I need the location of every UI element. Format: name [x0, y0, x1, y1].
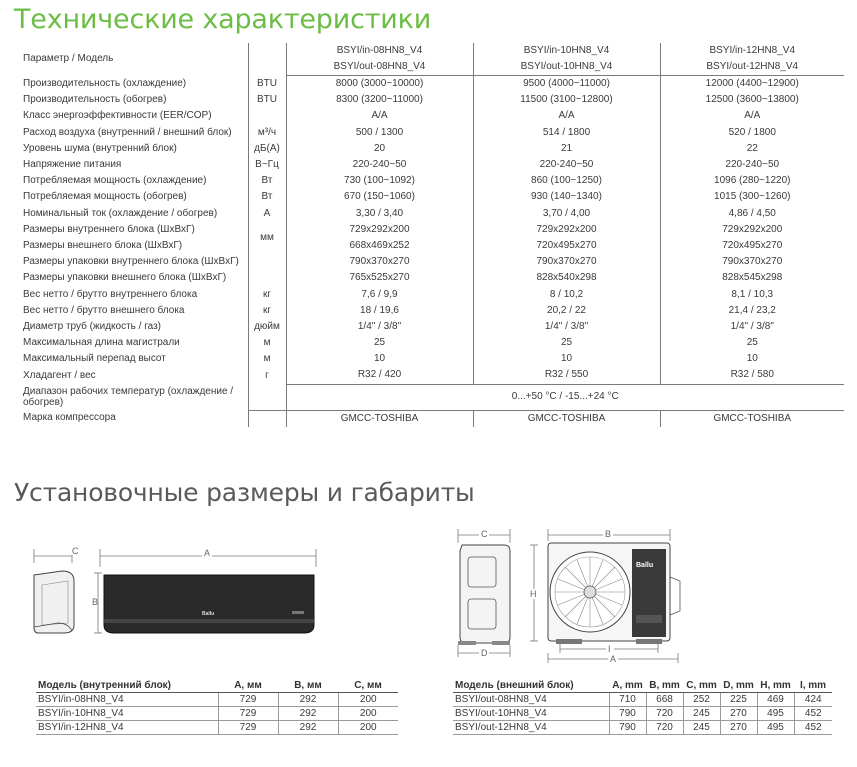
dims-cell: 225 — [720, 693, 757, 707]
spec-value: A/A — [660, 108, 844, 124]
spec-row — [20, 206, 844, 222]
spec-value: 668x469x252 — [286, 238, 473, 254]
spec-param: Размеры внешнего блока (ШхВхГ) — [23, 239, 183, 251]
spec-unit: м — [248, 335, 286, 351]
dims-cell: BSYI/out-10HN8_V4 — [453, 707, 609, 721]
spec-value: 18 / 19,6 — [286, 303, 473, 319]
spec-unit — [248, 108, 286, 124]
spec-row-temp-range — [20, 384, 844, 410]
spec-value: 930 (140~1340) — [473, 189, 660, 205]
spec-value: 828x540x298 — [473, 270, 660, 286]
spec-row — [20, 189, 844, 205]
spec-row — [20, 351, 844, 367]
dims-cell: 270 — [720, 707, 757, 721]
dims-cell: 729 — [218, 721, 278, 735]
spec-value: 1096 (280~1220) — [660, 173, 844, 189]
spec-row — [20, 335, 844, 351]
spec-param: Производительность (охлаждение) — [23, 77, 187, 89]
spec-value: 860 (100~1250) — [473, 173, 660, 189]
dims-cell: 495 — [757, 707, 794, 721]
dims-cell: BSYI/in-12HN8_V4 — [36, 721, 218, 735]
dims-header: C, mm — [683, 679, 720, 693]
dims-header: A, мм — [218, 679, 278, 693]
model-outdoor-3: BSYI/out-12HN8_V4 — [660, 59, 844, 76]
spec-value: R32 / 550 — [473, 367, 660, 384]
dims-cell: 452 — [794, 721, 832, 735]
spec-value: 1/4" / 3/8" — [473, 319, 660, 335]
spec-unit: BTU — [248, 92, 286, 108]
dims-header: C, мм — [338, 679, 398, 693]
spec-value: 7,6 / 9,9 — [286, 286, 473, 302]
dims-cell: 245 — [683, 721, 720, 735]
spec-value: 3,30 / 3,40 — [286, 206, 473, 222]
dims-cell: BSYI/in-10HN8_V4 — [36, 707, 218, 721]
spec-row — [20, 319, 844, 335]
dims-header: A, mm — [609, 679, 646, 693]
dims-cell: 720 — [646, 707, 683, 721]
spec-value: 790x370x270 — [660, 254, 844, 270]
spec-param: Размеры упаковки внешнего блока (ШхВхГ) — [23, 272, 227, 284]
spec-unit — [248, 410, 286, 427]
spec-param: Вес нетто / брутто внешнего блока — [23, 304, 185, 316]
model-indoor-1: BSYI/in-08HN8_V4 — [286, 43, 473, 59]
spec-value: 220-240~50 — [660, 157, 844, 173]
spec-value: 3,70 / 4,00 — [473, 206, 660, 222]
dims-row — [36, 693, 398, 707]
label-c-outdoor: C — [481, 529, 488, 539]
dims-cell: 292 — [278, 721, 338, 735]
dims-row — [453, 707, 832, 721]
spec-value: R32 / 420 — [286, 367, 473, 384]
label-h-outdoor: H — [530, 589, 537, 599]
spec-value: 22 — [660, 141, 844, 157]
spec-row — [20, 367, 844, 384]
spec-value: 12000 (4400~12900) — [660, 76, 844, 93]
dims-cell: 469 — [757, 693, 794, 707]
spec-param: Хладагент / вес — [23, 369, 96, 381]
outdoor-unit-front-drawing — [528, 525, 688, 665]
dims-cell: 710 — [609, 693, 646, 707]
spec-value: 21 — [473, 141, 660, 157]
spec-value: 790x370x270 — [473, 254, 660, 270]
spec-row — [20, 222, 844, 238]
spec-value: 729x292x200 — [286, 222, 473, 238]
spec-unit: А — [248, 206, 286, 222]
indoor-dimensions-table — [36, 679, 398, 735]
spec-row — [20, 92, 844, 108]
spec-param: Расход воздуха (внутренний / внешний блок) — [23, 126, 232, 138]
label-a-outdoor: A — [610, 654, 617, 664]
spec-value: A/A — [286, 108, 473, 124]
dims-row — [453, 693, 832, 707]
spec-unit: BTU — [248, 76, 286, 93]
spec-param: Номинальный ток (охлаждение / обогрев) — [23, 207, 218, 219]
spec-param: Марка компрессора — [23, 412, 116, 424]
model-outdoor-2: BSYI/out-10HN8_V4 — [473, 59, 660, 76]
dims-cell: 200 — [338, 707, 398, 721]
temp-range-value: 0...+50 °С / -15...+24 °С — [286, 384, 844, 410]
label-i-outdoor: I — [608, 644, 611, 654]
spec-unit: кг — [248, 286, 286, 302]
dims-cell: 252 — [683, 693, 720, 707]
spec-unit: В~Гц — [248, 157, 286, 173]
spec-value: 730 (100~1092) — [286, 173, 473, 189]
compressor-value: GMCC-TOSHIBA — [660, 410, 844, 427]
spec-unit — [248, 384, 286, 410]
spec-value: 1/4" / 3/8" — [286, 319, 473, 335]
dims-cell: 668 — [646, 693, 683, 707]
spec-row — [20, 108, 844, 124]
spec-value: 25 — [660, 335, 844, 351]
outdoor-dimensions-table — [453, 679, 832, 735]
spec-unit: кг — [248, 303, 286, 319]
spec-param: Диапазон рабочих температур (охлаждение / обогрев) — [23, 386, 234, 409]
spec-row — [20, 238, 844, 254]
spec-row — [20, 286, 844, 302]
spec-unit: г — [248, 367, 286, 384]
spec-row — [20, 270, 844, 286]
spec-value: 8 / 10,2 — [473, 286, 660, 302]
spec-unit: дБ(А) — [248, 141, 286, 157]
brand-logo-indoor: Ballu — [202, 611, 215, 617]
compressor-value: GMCC-TOSHIBA — [286, 410, 473, 427]
spec-param: Размеры упаковки внутреннего блока (ШхВхГ) — [23, 256, 239, 268]
dims-header: B, mm — [646, 679, 683, 693]
dims-cell: 200 — [338, 693, 398, 707]
brand-logo-outdoor: Ballu — [636, 562, 654, 569]
spec-unit: м — [248, 351, 286, 367]
spec-value: 720x495x270 — [660, 238, 844, 254]
spec-value: 8300 (3200~11000) — [286, 92, 473, 108]
dims-cell: 790 — [609, 721, 646, 735]
spec-value: 1015 (300~1260) — [660, 189, 844, 205]
dims-cell: 495 — [757, 721, 794, 735]
dims-cell: BSYI/in-08HN8_V4 — [36, 693, 218, 707]
spec-row — [20, 173, 844, 189]
spec-value: 720x495x270 — [473, 238, 660, 254]
spec-unit — [248, 254, 286, 286]
spec-value: 765x525x270 — [286, 270, 473, 286]
spec-param: Максимальная длина магистрали — [23, 337, 180, 349]
compressor-value: GMCC-TOSHIBA — [473, 410, 660, 427]
dims-row — [453, 721, 832, 735]
specs-table — [20, 43, 844, 427]
dims-header: H, mm — [757, 679, 794, 693]
outdoor-unit-side-drawing — [452, 525, 522, 660]
dims-cell: 729 — [218, 707, 278, 721]
spec-unit: Вт — [248, 189, 286, 205]
label-d-outdoor: D — [481, 648, 488, 658]
spec-row — [20, 254, 844, 270]
spec-row — [20, 76, 844, 93]
spec-value: 8000 (3000~10000) — [286, 76, 473, 93]
spec-value: 10 — [286, 351, 473, 367]
label-a-indoor: A — [204, 548, 211, 558]
dims-header: B, мм — [278, 679, 338, 693]
spec-value: 520 / 1800 — [660, 125, 844, 141]
spec-value: 20,2 / 22 — [473, 303, 660, 319]
spec-param: Потребляемая мощность (обогрев) — [23, 191, 187, 203]
install-title: Установочные размеры и габариты — [14, 478, 475, 507]
spec-row — [20, 157, 844, 173]
spec-value: 4,86 / 4,50 — [660, 206, 844, 222]
dims-cell: 292 — [278, 707, 338, 721]
dims-header: Модель (внешний блок) — [453, 679, 609, 693]
spec-param: Диаметр труб (жидкость / газ) — [23, 320, 161, 332]
spec-value: 11500 (3100~12800) — [473, 92, 660, 108]
spec-param: Напряжение питания — [23, 159, 122, 171]
spec-value: 500 / 1300 — [286, 125, 473, 141]
param-header: Параметр / Модель — [23, 53, 114, 65]
spec-unit: м³/ч — [248, 125, 286, 141]
spec-param: Максимальный перепад высот — [23, 353, 166, 365]
label-c-indoor: C — [72, 546, 79, 556]
label-b-indoor: B — [92, 597, 99, 607]
dims-cell: 424 — [794, 693, 832, 707]
spec-value: 20 — [286, 141, 473, 157]
dims-cell: 790 — [609, 707, 646, 721]
spec-param: Уровень шума (внутренний блок) — [23, 142, 177, 154]
spec-value: 828x545x298 — [660, 270, 844, 286]
dims-cell: 200 — [338, 721, 398, 735]
spec-value: 670 (150~1060) — [286, 189, 473, 205]
spec-value: 8,1 / 10,3 — [660, 286, 844, 302]
spec-row-compressor — [20, 410, 844, 427]
spec-row — [20, 141, 844, 157]
spec-value: 220-240~50 — [473, 157, 660, 173]
dims-row — [36, 721, 398, 735]
dims-cell: 720 — [646, 721, 683, 735]
model-indoor-2: BSYI/in-10HN8_V4 — [473, 43, 660, 59]
spec-row — [20, 303, 844, 319]
spec-value: 25 — [286, 335, 473, 351]
model-outdoor-1: BSYI/out-08HN8_V4 — [286, 59, 473, 76]
dims-cell: BSYI/out-08HN8_V4 — [453, 693, 609, 707]
dims-cell: 270 — [720, 721, 757, 735]
spec-value: 1/4" / 3/8" — [660, 319, 844, 335]
dims-header: I, mm — [794, 679, 832, 693]
spec-value: 12500 (3600~13800) — [660, 92, 844, 108]
spec-value: 790x370x270 — [286, 254, 473, 270]
spec-value: 10 — [473, 351, 660, 367]
spec-value: 514 / 1800 — [473, 125, 660, 141]
spec-value: 10 — [660, 351, 844, 367]
dims-cell: 245 — [683, 707, 720, 721]
spec-param: Класс энергоэффективности (EER/COP) — [23, 110, 212, 122]
dims-cell: BSYI/out-12HN8_V4 — [453, 721, 609, 735]
spec-value: 729x292x200 — [660, 222, 844, 238]
spec-value: 220-240~50 — [286, 157, 473, 173]
spec-value: 21,4 / 23,2 — [660, 303, 844, 319]
dims-header: D, mm — [720, 679, 757, 693]
dims-row — [36, 707, 398, 721]
spec-value: 25 — [473, 335, 660, 351]
spec-unit: Вт — [248, 173, 286, 189]
spec-unit: дюйм — [248, 319, 286, 335]
dims-cell: 729 — [218, 693, 278, 707]
spec-param: Потребляемая мощность (охлаждение) — [23, 175, 207, 187]
spec-value: 9500 (4000~11000) — [473, 76, 660, 93]
spec-param: Производительность (обогрев) — [23, 94, 167, 106]
dims-cell: 292 — [278, 693, 338, 707]
dims-cell: 452 — [794, 707, 832, 721]
label-b-outdoor: B — [605, 529, 612, 539]
indoor-unit-drawing — [22, 545, 332, 640]
spec-param: Размеры внутреннего блока (ШхВхГ) — [23, 223, 195, 235]
model-indoor-3: BSYI/in-12HN8_V4 — [660, 43, 844, 59]
spec-value: 729x292x200 — [473, 222, 660, 238]
spec-unit: мм — [248, 222, 286, 254]
dims-header: Модель (внутренний блок) — [36, 679, 218, 693]
spec-value: R32 / 580 — [660, 367, 844, 384]
specs-title: Технические характеристики — [14, 4, 432, 35]
spec-value: A/A — [473, 108, 660, 124]
spec-param: Вес нетто / брутто внутреннего блока — [23, 288, 198, 300]
spec-row — [20, 125, 844, 141]
